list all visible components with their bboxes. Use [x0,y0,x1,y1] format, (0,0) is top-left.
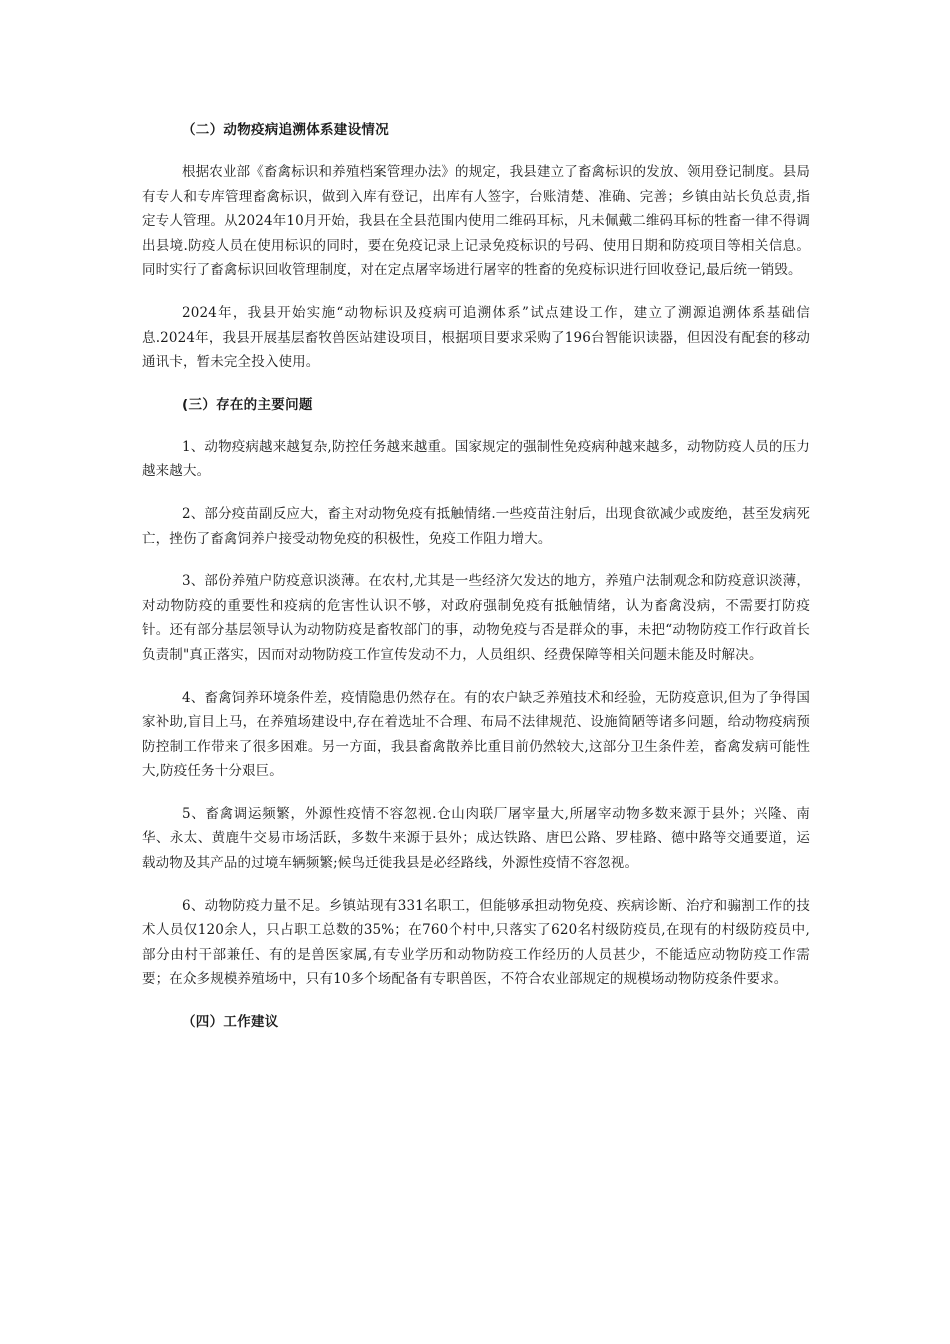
paragraph: 6、动物防疫力量不足。乡镇站现有331名职工，但能够承担动物免疫、疾病诊断、治疗和骟割工作的技术人员仅120余人，只占职工总数的35%；在760个村中,只落实了620名村级防疫员,在现有的村级防疫员中,部分由村干部兼任、有的是兽医家属,有专业学历和动物防疫工作经历的人员甚少，不能适应动物防疫工作需要；在众多规模养殖场中，只有10多个场配备有专职兽医，不符合农业部规定的规模场动物防疫条件要求。 [142,897,810,988]
paragraph: 根据农业部《畜禽标识和养殖档案管理办法》的规定，我县建立了畜禽标识的发放、领用登记制度。县局有专人和专库管理畜禽标识，做到入库有登记，出库有人签字，台账清楚、准确、完善；乡镇由站长负总责,指定专人管理。从2024年10月开始，我县在全县范围内使用二维码耳标，凡未佩戴二维码耳标的牲畜一律不得调出县境.防疫人员在使用标识的同时，要在免疫记录上记录免疫标识的号码、使用日期和防疫项目等相关信息。同时实行了畜禽标识回收管理制度，对在定点屠宰场进行屠宰的牲畜的免疫标识进行回收登记,最后统一销毁。 [142,164,810,279]
document-page [142,118,810,1052]
section-heading: (三）存在的主要问题 [182,396,313,413]
paragraph: 5、畜禽调运频繁，外源性疫情不容忽视.仓山肉联厂屠宰量大,所屠宰动物多数来源于县外；兴隆、南华、永太、黄鹿牛交易市场活跃，多数牛来源于县外；成达铁路、唐巴公路、罗桂路、德中路等交通要道，运载动物及其产品的过境车辆频繁;候鸟迁徙我县是必经路线，外源性疫情不容忽视。 [142,805,810,872]
paragraph: 3、部份养殖户防疫意识淡薄。在农村,尤其是一些经济欠发达的地方，养殖户法制观念和防疫意识淡薄，对动物防疫的重要性和疫病的危害性认识不够，对政府强制免疫有抵触情绪，认为畜禽没病，不需要打防疫针。还有部分基层领导认为动物防疫是畜牧部门的事，动物免疫与否是群众的事，未把“动物防疫工作行政首长负责制"真正落实，因而对动物防疫工作宣传发动不力，人员组织、经费保障等相关问题未能及时解决。 [142,573,810,663]
section-traceability [142,118,810,375]
paragraph: 1、动物疫病越来越复杂,防控任务越来越重。国家规定的强制性免疫病种越来越多，动物防疫人员的压力越来越大。 [142,438,810,480]
paragraph: 4、畜禽饲养环境条件差，疫情隐患仍然存在。有的农户缺乏养殖技术和经验，无防疫意识,但为了争得国家补助,盲目上马，在养殖场建设中,存在着选址不合理、布局不法律规范、设施简陋等诸多问题，给动物疫病预防控制工作带来了很多困难。另一方面，我县畜禽散养比重目前仍然较大,这部分卫生条件差，畜禽发病可能性大,防疫任务十分艰巨。 [142,689,810,780]
section-work-suggestions [142,1010,810,1034]
section-heading: （四）工作建议 [182,1014,279,1031]
section-heading: （二）动物疫病追溯体系建设情况 [182,122,389,138]
paragraph: 2024年，我县开始实施“动物标识及疫病可追溯体系”试点建设工作，建立了溯源追溯体系基础信息.2024年，我县开展基层畜牧兽医站建设项目，根据项目要求采购了196台智能识读器，但因没有配套的移动通讯卡，暂未完全投入使用。 [142,304,810,371]
paragraph: 2、部分疫苗副反应大，畜主对动物免疫有抵触情绪.一些疫苗注射后，出现食欲减少或废绝，甚至发病死亡，挫伤了畜禽饲养户接受动物免疫的积极性，免疫工作阻力增大。 [142,505,810,547]
section-main-problems [142,393,810,992]
